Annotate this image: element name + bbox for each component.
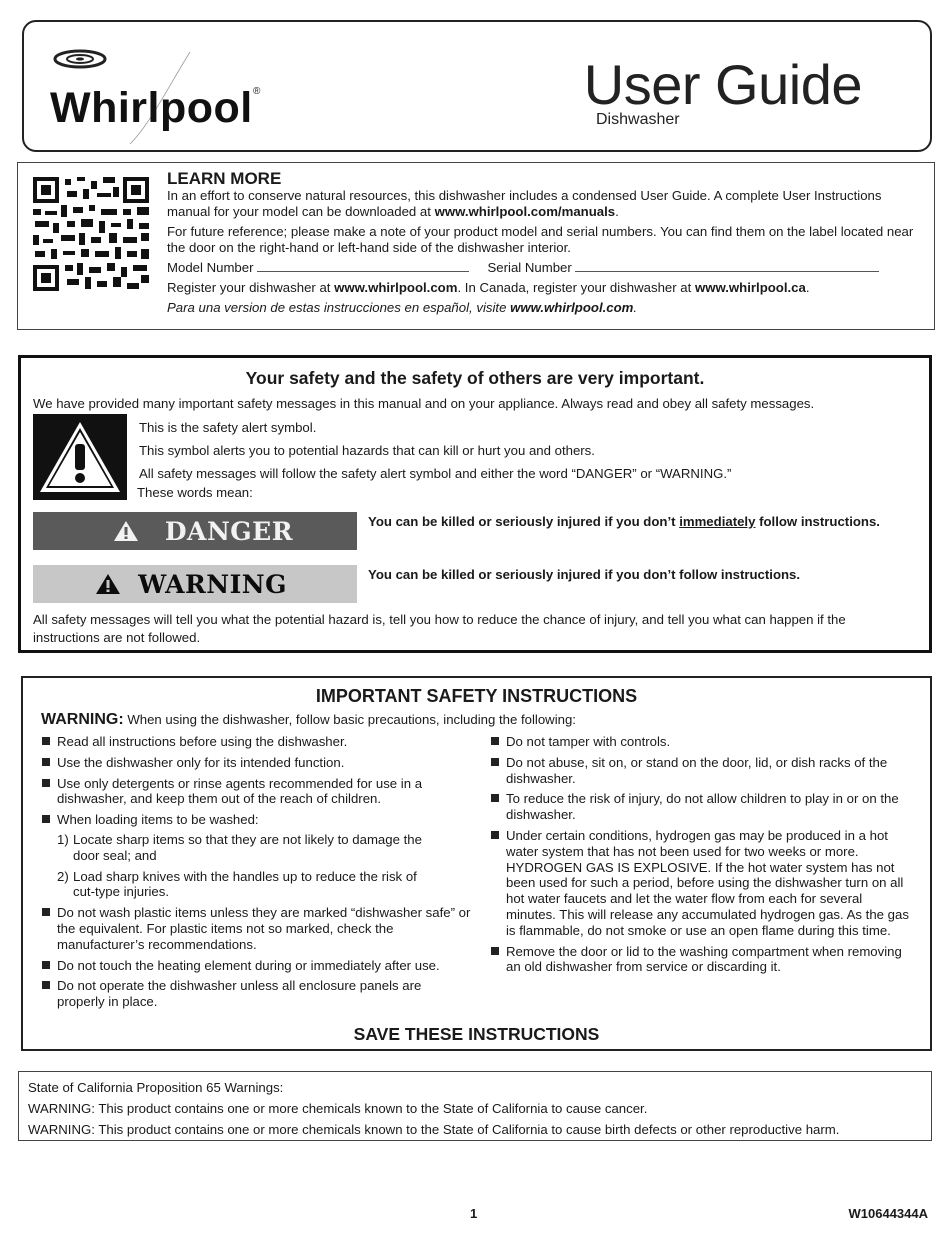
whirlpool-ca-link[interactable]: www.whirlpool.ca xyxy=(694,280,806,295)
register-text: . In Canada, register your dishwasher at xyxy=(457,280,695,295)
bullet-icon xyxy=(42,815,50,823)
safety-footer: All safety messages will tell you what the potential hazard is, tell you how to reduce the chance of injury, and tell you what can happen if the instructions are not followed. xyxy=(33,612,846,645)
warning-banner xyxy=(33,565,357,603)
list-item xyxy=(490,791,910,823)
sub-item-text: Locate sharp items so that they are not likely to damage the xyxy=(73,831,422,847)
model-number-field[interactable] xyxy=(257,261,469,272)
danger-message-text: You can be killed or seriously injured if you don’t xyxy=(368,514,680,529)
list-item xyxy=(490,828,910,939)
prop65-heading: State of California Proposition 65 Warnings: xyxy=(28,1080,284,1095)
learn-more-title: LEARN MORE xyxy=(167,169,282,188)
sub-item-number: 1) xyxy=(57,831,69,847)
list-item-text: Do not touch the heating element during or immediately after use. xyxy=(57,957,440,973)
warning-label: WARNING: xyxy=(41,711,124,728)
list-item xyxy=(490,734,910,750)
reference-paragraph: For future reference; please make a note of your product model and serial numbers. You can find them on the label located near the door on the right-hand or left-hand side of the dishwasher interior. xyxy=(167,224,914,255)
model-serial-line xyxy=(167,260,927,276)
list-item-text: Use only detergents or rinse agents recommended for use in a dishwasher, and keep them out of the reach of children. xyxy=(57,775,423,807)
safety-intro: We have provided many important safety messages in this manual and on your appliance. Always read and obey all safety messages. xyxy=(33,396,815,411)
learn-more-box xyxy=(17,162,935,330)
list-item xyxy=(41,978,471,1010)
danger-message-text: follow instructions. xyxy=(755,514,880,529)
register-text: . xyxy=(805,280,810,295)
list-item xyxy=(490,755,910,787)
bullet-icon xyxy=(42,981,50,989)
sub-item-text: Load sharp knives with the handles up to reduce the risk of xyxy=(73,868,417,884)
page-title: User Guide xyxy=(583,53,862,116)
danger-message-emphasis: immediately xyxy=(679,514,756,529)
list-item-text: Do not wash plastic items unless they are marked “dishwasher safe” or the equivalent. For plastic items not so marked, check the manufacturer’s recommendations. xyxy=(57,905,471,952)
register-text: Register your dishwasher at xyxy=(167,280,335,295)
learn-more-text: . xyxy=(615,204,619,219)
bullet-icon xyxy=(42,779,50,787)
list-item-text: Do not abuse, sit on, or stand on the door, lid, or dish racks of the dishwasher. xyxy=(506,754,888,786)
manuals-link[interactable]: www.whirlpool.com/manuals xyxy=(434,204,616,219)
danger-message xyxy=(368,514,880,529)
serial-number-field[interactable] xyxy=(575,261,879,272)
danger-alert-icon xyxy=(113,520,139,542)
list-item xyxy=(41,812,471,828)
qr-code-icon xyxy=(31,175,151,293)
danger-label: DANGER xyxy=(164,517,293,546)
bullet-icon xyxy=(42,961,50,969)
learn-more-text: In an effort to conserve natural resources, this dishwasher includes a condensed User Guide. A complete User Instructions manual for your model can be downloaded at xyxy=(167,188,882,219)
learn-more-paragraph xyxy=(167,188,927,220)
warning-alert-icon xyxy=(95,573,121,595)
bullet-icon xyxy=(42,737,50,745)
safety-line: This is the safety alert symbol. xyxy=(139,420,317,435)
bullet-icon xyxy=(491,831,499,839)
list-item-text: To reduce the risk of injury, do not allow children to play in or on the dishwasher. xyxy=(506,791,899,823)
serial-number-label: Serial Number xyxy=(487,260,572,275)
save-instructions-heading: SAVE THESE INSTRUCTIONS xyxy=(353,1024,600,1044)
important-warning xyxy=(41,711,576,729)
list-item xyxy=(41,776,471,808)
header-box xyxy=(22,20,932,152)
prop65-warning: WARNING: This product contains one or more chemicals known to the State of California to cause cancer. xyxy=(28,1101,648,1116)
sub-item-text: cut-type injuries. xyxy=(73,884,170,900)
sub-list-item xyxy=(41,869,471,901)
model-number-label: Model Number xyxy=(167,260,254,275)
spanish-text: Para una version de estas instrucciones en español, visite xyxy=(167,300,511,315)
brand-name: Whirlpool xyxy=(50,84,253,132)
instructions-right-column xyxy=(490,734,910,980)
list-item xyxy=(490,944,910,976)
prop65-box xyxy=(18,1071,932,1141)
registered-mark: ® xyxy=(253,86,261,97)
prop65-warning: WARNING: This product contains one or more chemicals known to the State of California to cause birth defects or other reproductive harm. xyxy=(28,1122,840,1137)
safety-line: All safety messages will follow the safety alert symbol and either the word “DANGER” or “WARNING.” xyxy=(139,466,732,481)
important-title: IMPORTANT SAFETY INSTRUCTIONS xyxy=(315,686,638,706)
page-number: 1 xyxy=(470,1206,478,1221)
bullet-icon xyxy=(491,947,499,955)
important-safety-box xyxy=(21,676,932,1051)
page-subtitle: Dishwasher xyxy=(596,111,680,128)
safety-title: Your safety and the safety of others are very important. xyxy=(245,368,705,388)
list-item-text: Remove the door or lid to the washing compartment when removing an old dishwasher from service or discarding it. xyxy=(506,943,902,975)
sub-list-item xyxy=(41,832,471,864)
safety-line: These words mean: xyxy=(137,485,253,500)
spanish-text: . xyxy=(633,300,638,315)
bullet-icon xyxy=(42,908,50,916)
list-item xyxy=(41,755,471,771)
safety-line: This symbol alerts you to potential hazards that can kill or hurt you and others. xyxy=(139,443,595,458)
sub-item-number: 2) xyxy=(57,868,69,884)
whirlpool-com-link[interactable]: www.whirlpool.com xyxy=(334,280,458,295)
safety-alert-icon xyxy=(33,414,127,500)
list-item xyxy=(41,958,471,974)
warning-label: WARNING xyxy=(138,570,287,599)
instructions-left-column xyxy=(41,734,471,1015)
bullet-icon xyxy=(491,794,499,802)
warning-message: You can be killed or seriously injured if you don’t follow instructions. xyxy=(368,567,801,582)
learn-more-content xyxy=(167,171,927,320)
register-paragraph xyxy=(167,280,927,296)
spanish-paragraph xyxy=(167,300,927,316)
list-item-text: When loading items to be washed: xyxy=(57,812,259,828)
list-item xyxy=(41,905,471,952)
list-item-text: Do not operate the dishwasher unless all enclosure panels are properly in place. xyxy=(57,978,422,1010)
warning-text: When using the dishwasher, follow basic precautions, including the following: xyxy=(123,712,576,727)
list-item-text: Use the dishwasher only for its intended function. xyxy=(57,754,345,770)
danger-banner xyxy=(33,512,357,550)
spanish-link[interactable]: www.whirlpool.com xyxy=(510,300,634,315)
safety-box xyxy=(18,355,932,653)
list-item xyxy=(41,734,471,750)
bullet-icon xyxy=(491,758,499,766)
list-item-text: Under certain conditions, hydrogen gas may be produced in a hot water system that has not been used for two weeks or more. HYDROGEN GAS IS EXPLOSIVE. If the hot water system has not been used for such a period, before using the dishwasher turn on all hot water faucets and let the water flow from each for several minutes. This will release any accumulated hydrogen gas. As the gas is flammable, do not smoke or use an open flame during this time. xyxy=(506,827,909,938)
whirlpool-logo xyxy=(40,44,280,144)
bullet-icon xyxy=(42,758,50,766)
sub-item-text: door seal; and xyxy=(73,847,157,863)
list-item-text: Do not tamper with controls. xyxy=(506,734,671,749)
bullet-icon xyxy=(491,737,499,745)
document-number: W10644344A xyxy=(848,1206,928,1221)
list-item-text: Read all instructions before using the dishwasher. xyxy=(57,734,348,749)
